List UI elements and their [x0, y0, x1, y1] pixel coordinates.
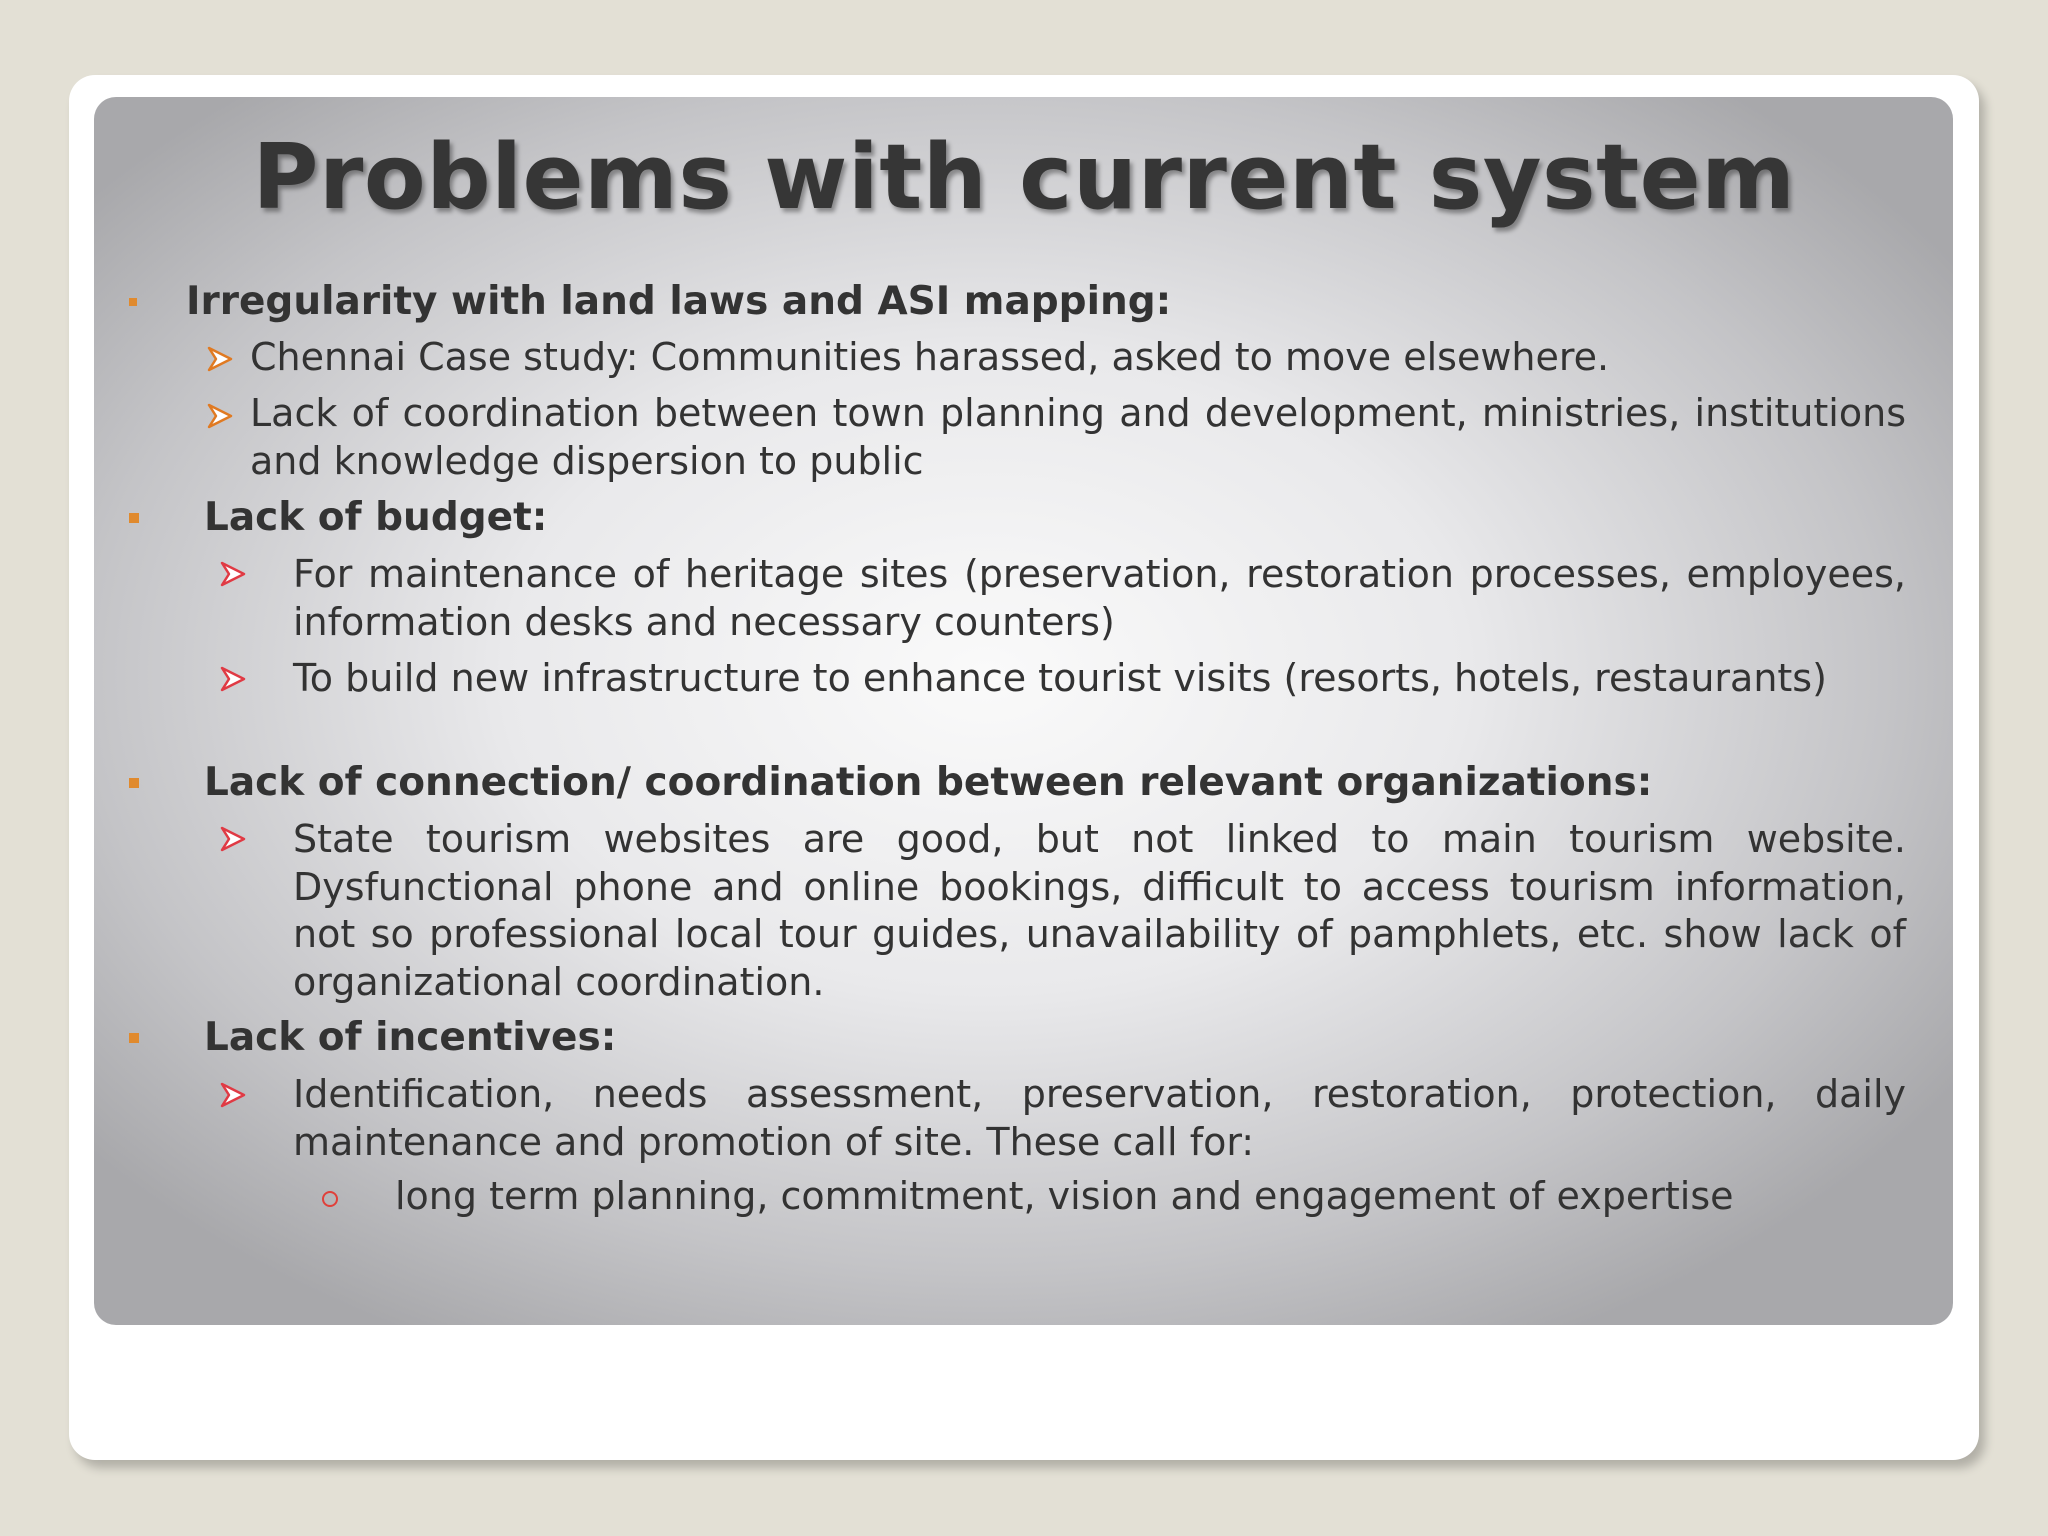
item-state-tourism-websites: State tourism websites are good, but not linked to main tourism website. Dysfunctional phone and online bookings, difficult to access tourism information, not so professional local tour guides, unavailability of pamphlets, etc. show lack of organizational coordination.	[293, 817, 1906, 1004]
item-new-infrastructure: To build new infrastructure to enhance tourist visits (resorts, hotels, restaurants)	[293, 656, 1827, 700]
section-heading-incentives: Lack of incentives:	[204, 1015, 617, 1060]
item-lack-of-coordination: Lack of coordination between town planning and development, ministries, institutions and knowledge dispersion to public	[250, 391, 1906, 483]
arrow-bullet-icon	[219, 665, 247, 693]
square-bullet-icon	[129, 778, 139, 788]
circle-bullet-icon	[322, 1191, 338, 1207]
section-heading-land-laws: Irregularity with land laws and ASI mapping:	[186, 279, 1172, 324]
arrow-bullet-icon	[219, 825, 247, 853]
arrow-bullet-icon	[219, 560, 247, 588]
subitem-long-term-planning: long term planning, commitment, vision and engagement of expertise	[395, 1174, 1734, 1218]
item-maintenance-heritage: For maintenance of heritage sites (preservation, restoration processes, employees, information desks and necessary counters)	[293, 552, 1906, 644]
slide-title: Problems with current system	[252, 125, 1796, 230]
square-bullet-icon	[129, 513, 139, 523]
item-chennai-case-study: Chennai Case study: Communities harassed, asked to move elsewhere.	[250, 335, 1610, 379]
square-bullet-icon	[129, 1033, 139, 1043]
arrow-bullet-icon	[206, 402, 234, 430]
item-identification: Identification, needs assessment, preservation, restoration, protection, daily maintenance and promotion of site. These call for:	[293, 1072, 1906, 1164]
section-heading-connection: Lack of connection/ coordination between relevant organizations:	[204, 760, 1653, 805]
section-heading-budget: Lack of budget:	[204, 495, 548, 540]
arrow-bullet-icon	[219, 1081, 247, 1109]
arrow-bullet-icon	[206, 345, 234, 373]
square-bullet-icon	[129, 298, 137, 306]
